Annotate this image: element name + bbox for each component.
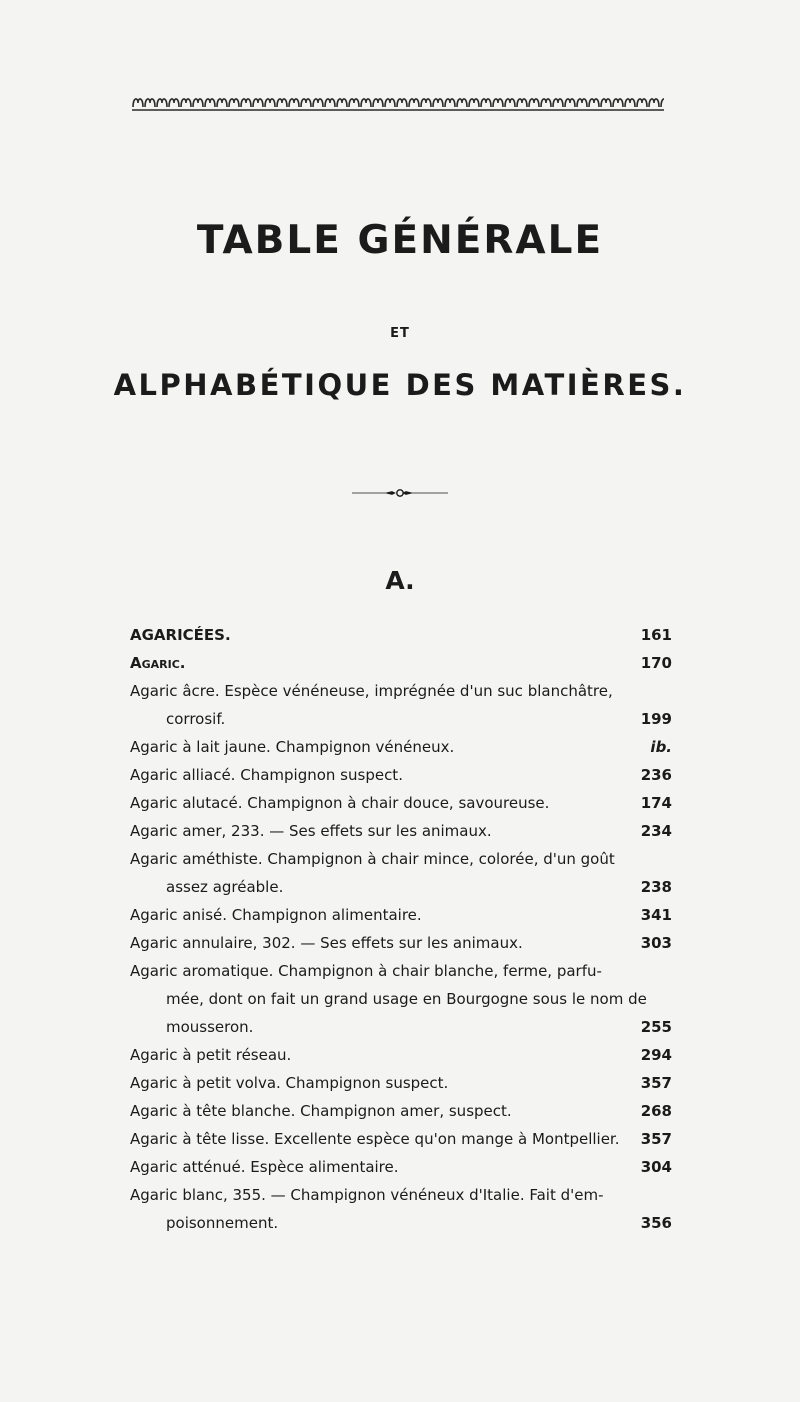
entry-text: Agaric à lait jaune. Champignon vénéneux. (130, 738, 455, 756)
index-entry (130, 1181, 672, 1237)
entry-page-number: 174 (640, 794, 672, 812)
entry-text: Agaric à tête blanche. Champignon amer, suspect. (130, 1102, 512, 1120)
index-entry (130, 817, 672, 845)
page-title: TABLE GÉNÉRALE (196, 218, 604, 263)
entry-page-number: 234 (640, 822, 672, 840)
entry-page-number: 255 (640, 1018, 672, 1036)
index-entry (130, 957, 672, 1041)
entry-text-continuation: corrosif. (166, 710, 226, 728)
entry-text-continuation: assez agréable. (166, 878, 284, 896)
entry-text: Agaric anisé. Champignon alimentaire. (130, 906, 422, 924)
index-entry (130, 1069, 672, 1097)
ornamental-rule-with-diamond (352, 488, 448, 498)
index-entry (130, 1153, 672, 1181)
index-entry (130, 901, 672, 929)
entry-text: Agaric. (130, 654, 186, 672)
entry-text: Agaric à petit réseau. (130, 1046, 292, 1064)
index-entry (130, 677, 672, 733)
entry-text: Agaric alutacé. Champignon à chair douce, savoureuse. (130, 794, 550, 812)
title-conjunction: ET (390, 326, 410, 341)
page-subtitle: ALPHABÉTIQUE DES MATIÈRES. (113, 368, 687, 402)
entry-page-number: 238 (640, 878, 672, 896)
index-entry-list (130, 621, 672, 1237)
entry-page-number: 303 (640, 934, 672, 952)
entry-text: Agaric amer, 233. — Ses effets sur les animaux. (130, 822, 492, 840)
entry-page-number: ib. (650, 738, 672, 756)
entry-page-number: 294 (640, 1046, 672, 1064)
entry-text: Agaric âcre. Espèce vénéneuse, imprégnée d'un suc blanchâtre, (130, 682, 613, 700)
entry-page-number: 170 (640, 654, 672, 672)
entry-page-number: 304 (640, 1158, 672, 1176)
entry-text: Agaric à petit volva. Champignon suspect. (130, 1074, 449, 1092)
entry-page-number: 356 (640, 1214, 672, 1232)
index-entry (130, 789, 672, 817)
index-entry (130, 621, 672, 649)
entry-text: Agaric atténué. Espèce alimentaire. (130, 1158, 399, 1176)
index-entry (130, 1125, 672, 1153)
entry-page-number: 357 (640, 1074, 672, 1092)
index-entry (130, 649, 672, 677)
entry-text: Agaric aromatique. Champignon à chair blanche, ferme, parfu- (130, 962, 602, 980)
entry-page-number: 161 (640, 626, 672, 644)
entry-text: AGARICÉES. (130, 626, 231, 644)
index-entry (130, 1041, 672, 1069)
decorative-border-band (132, 93, 664, 111)
entry-text-continuation: mée, dont on fait un grand usage en Bourgogne sous le nom de (166, 990, 647, 1008)
index-entry (130, 1097, 672, 1125)
entry-page-number: 357 (640, 1130, 672, 1148)
index-entry (130, 845, 672, 901)
entry-page-number: 236 (640, 766, 672, 784)
entry-page-number: 199 (640, 710, 672, 728)
entry-text-continuation: mousseron. (166, 1018, 254, 1036)
entry-text: Agaric annulaire, 302. — Ses effets sur les animaux. (130, 934, 523, 952)
entry-text: Agaric améthiste. Champignon à chair mince, colorée, d'un goût (130, 850, 615, 868)
entry-page-number: 341 (640, 906, 672, 924)
section-letter: A. (385, 566, 415, 595)
index-entry (130, 929, 672, 957)
entry-text: Agaric à tête lisse. Excellente espèce qu'on mange à Montpellier. (130, 1130, 620, 1148)
entry-text: Agaric alliacé. Champignon suspect. (130, 766, 403, 784)
index-entry (130, 761, 672, 789)
entry-text: Agaric blanc, 355. — Champignon vénéneux d'Italie. Fait d'em- (130, 1186, 604, 1204)
index-entry (130, 733, 672, 761)
entry-page-number: 268 (640, 1102, 672, 1120)
entry-text-continuation: poisonnement. (166, 1214, 279, 1232)
